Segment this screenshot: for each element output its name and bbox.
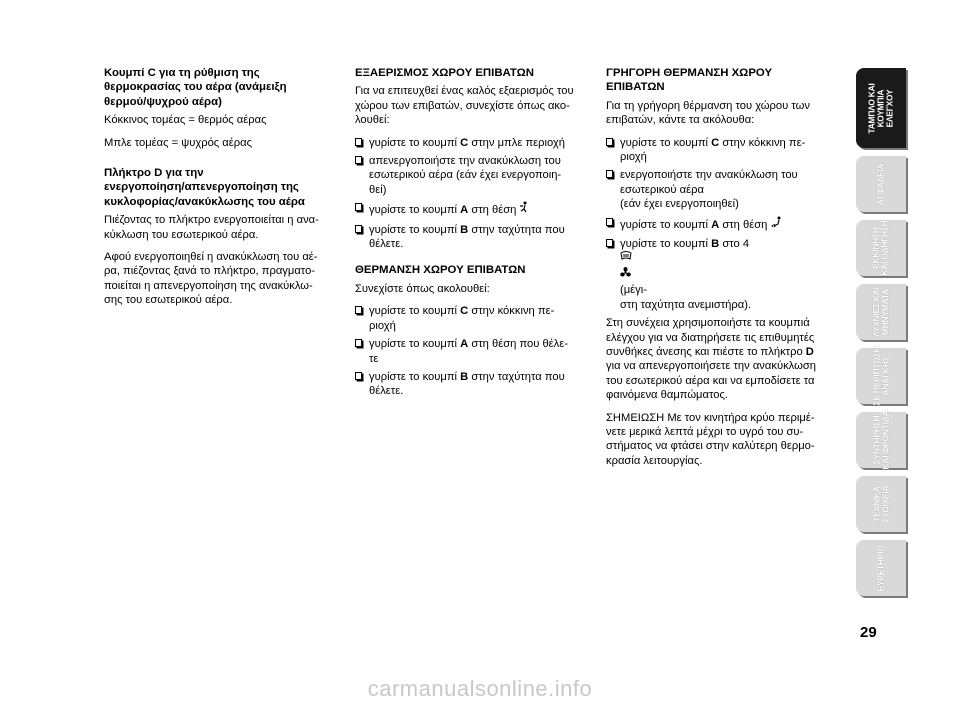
- column-left: [104, 66, 338, 316]
- page-number: 29: [860, 624, 877, 641]
- list-item: γυρίστε το κουμπί C στην κόκκινη πε- ριοχή: [606, 136, 840, 165]
- paragraph-recirculation-off: Αφού ενεργοποιηθεί η ανακύκλωση του αέ- ρα, πιέζοντας ξανά το πλήκτρο, πραγματο- ποιείται η απενεργοποίηση της ανακύκλω- σης του εσωτερικού αέρα.: [104, 251, 318, 307]
- list-item: γυρίστε το κουμπί C στην μπλε περιοχή: [355, 136, 589, 150]
- checkbox-bullet-icon: [355, 156, 362, 164]
- checkbox-bullet-icon: [606, 218, 613, 226]
- checkbox-bullet-icon: [355, 372, 362, 380]
- checkbox-bullet-icon: [355, 225, 362, 233]
- heading-ventilation: ΕΞΑΕΡΙΣΜΟΣ ΧΩΡΟΥ ΕΠΙΒΑΤΩΝ: [355, 67, 534, 79]
- heading-knob-c: Κουμπί C για τη ρύθμιση της θερμοκρασίας του αέρα (ανάμειξη θερμού/ψυχρού αέρα): [104, 67, 287, 108]
- tab-maintenance[interactable]: ΣΥΝΤΗΡΗΣΗ ΚΑΙ ΦΡΟΝΤΙΔΑ: [856, 412, 906, 468]
- section-tabs: [856, 68, 906, 604]
- paragraph-recirculation-on: Πιέζοντας το πλήκτρο ενεργοποιείται η ανα- κύκλωση του εσωτερικού αέρα.: [104, 214, 319, 241]
- paragraph-maintain-conditions: Στη συνέχεια χρησιμοποιήστε τα κουμπιά ελέγχου για να διατηρήσετε τις επιθυμητές συνθήκες άνεσης και πιέστε το πλήκτρο D για να απενεργοποιήσετε την ανακύκλωση του εσωτερικού αέρα και να εμποδίσετε τα φαινόμενα θαμπώματος.: [606, 317, 816, 402]
- face-vent-icon: [519, 201, 528, 218]
- list-item: γυρίστε το κουμπί A στη θέση που θέλε- τε: [355, 337, 589, 366]
- ventilation-intro: Για να επιτευχθεί ένας καλός εξαερισμός του χώρου των επιβατών, συνεχίστε όπως ακο- λουθεί:: [355, 85, 574, 127]
- list-item: γυρίστε το κουμπί A στη θέση: [606, 216, 840, 233]
- tab-starting-driving[interactable]: ΕΚΚΙΝΗΣΗ ΚΑΙ ΟΔΗΓΗΣΗ: [856, 220, 906, 276]
- watermark: carmanualsonline.info: [367, 676, 593, 701]
- tab-lights-messages[interactable]: ΛΥΧΝΙΕΣ ΚΑΙ ΜΗΝΥΜΑΤΑ: [856, 284, 906, 340]
- quick-heating-intro: Για τη γρήγορη θέρμανση του χώρου των επιβατών, κάντε τα ακόλουθα:: [606, 99, 810, 127]
- feet-vent-icon: [770, 216, 782, 233]
- checkbox-bullet-icon: [355, 339, 362, 347]
- list-item: απενεργοποιήστε την ανακύκλωση του εσωτερικού αέρα (εάν έχει ενεργοποιη- θεί): [355, 154, 589, 197]
- list-item: γυρίστε το κουμπί A στη θέση: [355, 201, 589, 218]
- list-item: γυρίστε το κουμπί B στην ταχύτητα που θέλετε.: [355, 223, 589, 252]
- tab-safety[interactable]: ΑΣΦΑΛΕΙΑ: [856, 156, 906, 212]
- tab-index[interactable]: ΕΥΡΕΤΗΡΙΟ: [856, 540, 906, 596]
- defrost-icon: [620, 251, 840, 266]
- column-middle: [355, 66, 589, 403]
- checkbox-bullet-icon: [355, 203, 362, 211]
- checkbox-bullet-icon: [606, 138, 613, 146]
- fan-icon: [620, 267, 840, 283]
- heading-heating: ΘΕΡΜΑΝΣΗ ΧΩΡΟΥ ΕΠΙΒΑΤΩΝ: [355, 264, 526, 277]
- list-item: ενεργοποιήστε την ανακύκλωση του εσωτερικού αέρα (εάν έχει ενεργοποιηθεί): [606, 168, 840, 211]
- heading-button-d: Πλήκτρο D για την ενεργοποίηση/απενεργοποίηση της κυκλοφορίας/ανακύκλωσης του αέρα: [104, 167, 305, 208]
- list-item: γυρίστε το κουμπί B στην ταχύτητα που θέλετε.: [355, 370, 589, 399]
- heating-intro: Συνεχίστε όπως ακολουθεί:: [355, 282, 490, 295]
- checkbox-bullet-icon: [606, 170, 613, 178]
- checkbox-bullet-icon: [355, 138, 362, 146]
- red-sector-text: Κόκκινος τομέας = θερμός αέρας: [104, 114, 267, 127]
- column-right: [606, 66, 840, 476]
- blue-sector-text: Μπλε τομέας = ψυχρός αέρας: [104, 136, 252, 149]
- paragraph-note: ΣΗΜΕΙΩΣΗ Με τον κινητήρα κρύο περιμέ- νετε μερικά λεπτά μέχρι το υγρό του συ- στήματος να φτάσει στην καλύτερη θερμο- κρασία λειτουργίας.: [606, 411, 815, 467]
- checkbox-bullet-icon: [355, 306, 362, 314]
- tab-dashboard-controls[interactable]: ΤΑΜΠΛΟ ΚΑΙ ΚΟΥΜΠΙΑ ΕΛΕΓΧΟΥ: [856, 68, 906, 148]
- list-item: γυρίστε το κουμπί C στην κόκκινη πε- ριοχή: [355, 304, 589, 333]
- tab-technical-data[interactable]: ΤΕΧΝΙΚΑ ΣΤΟΙΧΕΙΑ: [856, 476, 906, 532]
- heading-quick-heating: ΓΡΗΓΟΡΗ ΘΕΡΜΑΝΣΗ ΧΩΡΟΥ ΕΠΙΒΑΤΩΝ: [606, 67, 773, 94]
- list-item: γυρίστε το κουμπί B στο 4 (μέγι- στη ταχύτητα ανεμιστήρα).: [606, 237, 840, 312]
- checkbox-bullet-icon: [606, 239, 613, 247]
- tab-emergency[interactable]: ΣΕ ΠΕΡΙΠΤΩΣΗ ΑΝΑΓΚΗΣ: [856, 348, 906, 404]
